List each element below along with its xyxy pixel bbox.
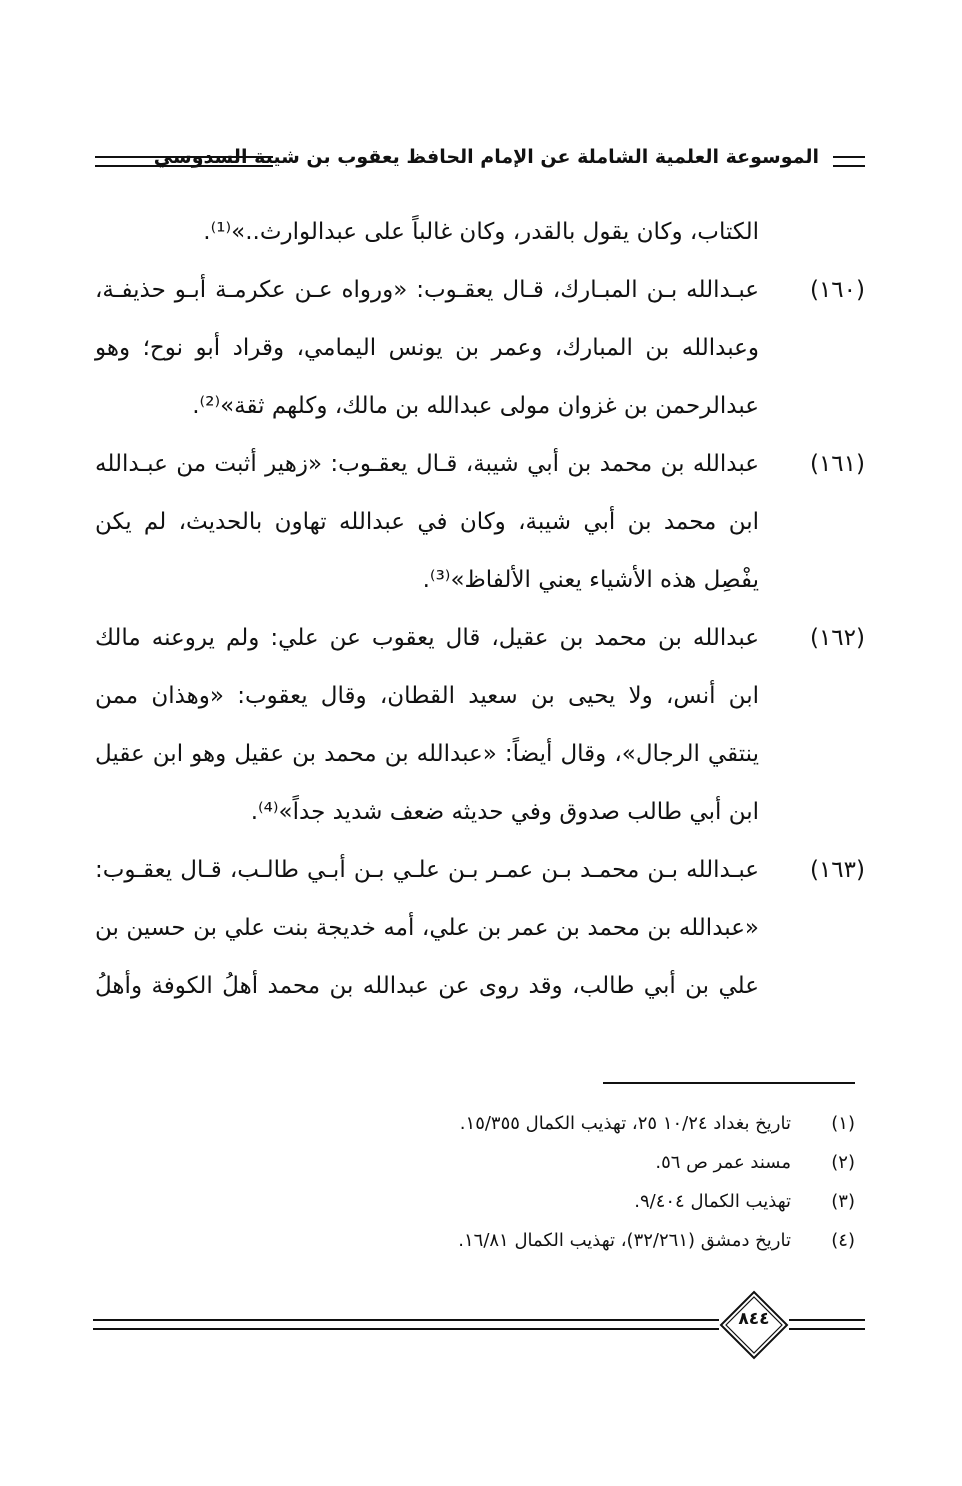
entry-text: «عبدالله بن محمد بن عمر بن علي، أمه خديجة بنت علي بن حسين بن [95, 915, 759, 941]
entry-line [95, 609, 865, 667]
main-text [95, 203, 865, 1015]
entry-number: (١٦٠) [809, 277, 865, 303]
entry-line [95, 261, 865, 319]
footnotes [300, 1104, 855, 1260]
entry-text: ابن أنس، ولا يحيى بن سعيد القطان، وقال يعقوب: «وهذان ممن [95, 683, 759, 709]
footnote-text: تهذيب الكمال ٩/٤٠٤. [634, 1191, 791, 1212]
footnote-number: (١) [831, 1113, 855, 1134]
intro-line: الكتاب، وكان يقول بالقدر، وكان غالباً على عبدالوارث..»⁽¹⁾. [203, 219, 759, 245]
entry-line [95, 435, 865, 493]
entry-text: عبدالله بن محمد بن عقيل، قال يعقوب عن علي: ولم يروعنه مالك [95, 625, 759, 651]
page-footer [93, 1290, 865, 1360]
entry-text: ابن أبي طالب صدوق وفي حديثه ضعف شديد جداً»⁽⁴⁾. [250, 799, 759, 825]
entry-text: عبـدالله بـن المبـارك، قـال يعقـوب: «ورواه عـن عكرمـة أبـو حذيفـة، [95, 277, 759, 303]
footnote-number: (٣) [831, 1191, 855, 1212]
header-title: الموسوعة العلمية الشاملة عن الإمام الحافظ يعقوب بن شيبة السدوسي [153, 146, 819, 168]
footnote [300, 1182, 855, 1221]
footnote [300, 1143, 855, 1182]
footnote-text: تاريخ دمشق (٣٢/٢٦١)، تهذيب الكمال ١٦/٨١. [458, 1230, 791, 1251]
entry-number: (١٦١) [809, 451, 865, 477]
footnote-text: مسند عمر ص ٥٦. [655, 1152, 791, 1173]
footnote-number: (٢) [831, 1152, 855, 1173]
entry-text: يفْصِل هذه الأشياء يعني الألفاظ»⁽³⁾. [422, 567, 759, 593]
entry-text: ينتقي الرجال»، وقال أيضاً: «عبدالله بن محمد بن عقيل وهو ابن عقيل [95, 741, 759, 767]
entry-line [95, 841, 865, 899]
footnote [300, 1104, 855, 1143]
entry-number: (١٦٢) [809, 625, 865, 651]
footnote-separator [603, 1082, 855, 1084]
footnote-text: تاريخ بغداد ١٠/٢٤ ٢٥، تهذيب الكمال ١٥/٣٥٥. [459, 1113, 791, 1134]
entry-number: (١٦٣) [809, 857, 865, 883]
running-header [95, 140, 865, 180]
page-number: ٨٤٤ [738, 1309, 770, 1329]
entry-text: علي بن أبي طالب، وقد روى عن عبدالله بن محمد أهلُ الكوفة وأهلُ [95, 973, 759, 999]
entry-text: عبـدالله بـن محمـد بـن عمـر بـن علـي بـن أبـي طالـب، قـال يعقـوب: [95, 857, 759, 883]
footer-rule-right [789, 1319, 865, 1330]
entry-text: ابن محمد بن أبي شيبة، وكان في عبدالله تهاون بالحديث، لم يكن [95, 509, 759, 535]
header-rule-right [833, 156, 865, 167]
footer-rule-left [93, 1319, 719, 1330]
entry-text: عبدالرحمن بن غزوان مولى عبدالله بن مالك، وكلهم ثقة»⁽²⁾. [192, 393, 759, 419]
entry-text: وعبدالله بن المبارك، وعمر بن يونس اليمامي، وقراد أبو نوح؛ وهو [95, 335, 759, 361]
footnote [300, 1221, 855, 1260]
footnote-number: (٤) [831, 1230, 855, 1251]
entry-text: عبدالله بن محمد بن أبي شيبة، قـال يعقـوب: «زهير أثبت من عبـدالله [95, 451, 759, 477]
